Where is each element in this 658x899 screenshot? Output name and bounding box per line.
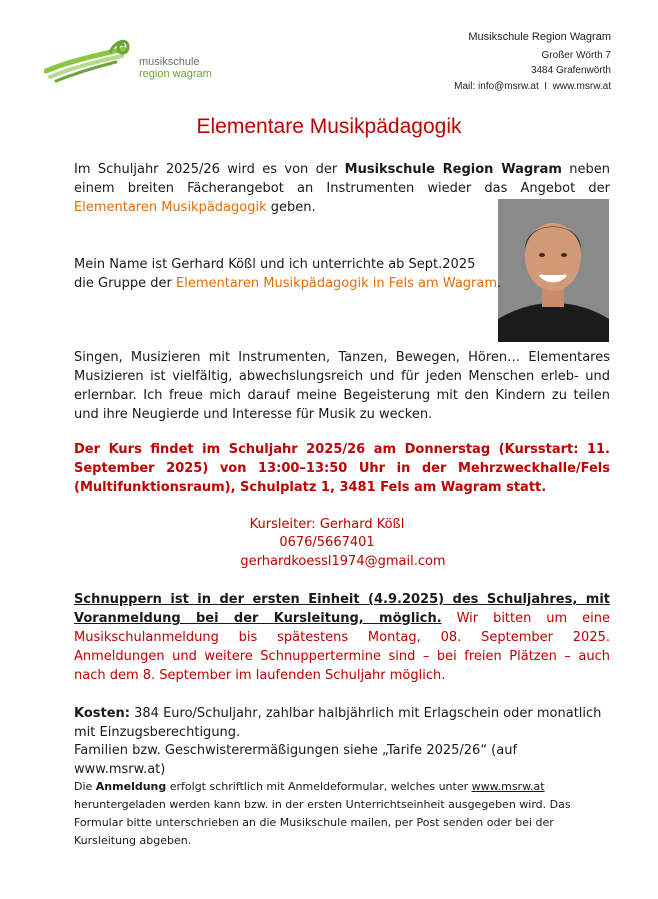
teacher-line-2-a: die Gruppe der [74, 276, 177, 291]
registration-text-1: Die [74, 780, 96, 793]
teacher-photo [498, 199, 609, 342]
trial-details: Wir bitten um eine Musikschulanmeldung bis spätestens Montag, 08. September 2025. Anmeldungen und weitere Schnuppertermine sind – bei freien Plätzen – auch nach dem 8. September im laufenden Schuljahr möglich. [74, 611, 610, 683]
intro-text-3: geben. [266, 200, 316, 215]
trial-paragraph [74, 590, 610, 685]
intro-school-name: Musikschule Region Wagram [344, 162, 562, 177]
registration-text-3: heruntergeladen werden kann bzw. in der ersten Unterrichtseinheit ausgegeben wird. Das Formular bitte unterschrieben an die Musikschule mailen, per Post senden oder bei der Kursleitung abgeben. [74, 798, 571, 847]
contact-email: gerhardkoessl1974@gmail.com [240, 554, 446, 569]
contact-phone: 0676/5667401 [279, 535, 375, 550]
registration-text-2: erfolgt schriftlich mit Anmeldeformular, welches unter [166, 780, 472, 793]
org-street: Großer Wörth 7 [541, 50, 611, 61]
logo-line-2: region wagram [139, 68, 212, 80]
teacher-line-2 [74, 274, 501, 293]
org-name: Musikschule Region Wagram [468, 31, 611, 43]
teacher-line-2-c: . [497, 276, 502, 291]
org-contact: Mail: info@msrw.at I www.msrw.at [454, 81, 611, 92]
intro-text-2: neben einem breiten Fächerangebot an Instrumenten wieder das Angebot der [74, 162, 610, 196]
costs-label: Kosten: [74, 706, 130, 721]
costs-paragraph [74, 704, 610, 742]
registration-link[interactable]: www.msrw.at [471, 780, 545, 793]
logo-swoosh-icon [44, 33, 134, 83]
course-info: Der Kurs findet im Schuljahr 2025/26 am Donnerstag (Kursstart: 11. September 2025) von 13:00–13:50 Uhr in der Mehrzweckhalle/Fels (Multifunktionsraum), Schulplatz 1, 3481 Fels am Wagram statt. [74, 442, 610, 495]
intro-program-name: Elementaren Musikpädagogik [74, 200, 267, 215]
logo-line-1: musikschule [139, 56, 200, 68]
teacher-program-location: Elementaren Musikpädagogik in Fels am Wagram [176, 276, 498, 291]
teacher-line-1: Mein Name ist Gerhard Kößl und ich unterrichte ab Sept.2025 [74, 257, 476, 272]
trial-notice: Schnuppern ist in der ersten Einheit (4.9.2025) des Schuljahres, mit Voranmeldung bei der Kursleitung, möglich. [74, 592, 610, 626]
logo [44, 33, 224, 83]
costs-text: 384 Euro/Schuljahr, zahlbar halbjährlich mit Erlagschein oder monatlich mit Einzugsberechtigung. [74, 706, 602, 740]
page-title: Elementare Musikpädagogik [196, 115, 462, 138]
registration-paragraph [74, 778, 594, 850]
org-city: 3484 Grafenwörth [530, 65, 611, 76]
intro-text-1: Im Schuljahr 2025/26 wird es von der [74, 162, 345, 177]
costs-discount: Familien bzw. Geschwisterermäßigungen siehe „Tarife 2025/26“ (auf www.msrw.at) [74, 743, 518, 777]
description-paragraph: Singen, Musizieren mit Instrumenten, Tanzen, Bewegen, Hören… Elementares Musizieren ist vielfältig, abwechslungsreich und für jeden Menschen erleb- und erlernbar. Ich freue mich darauf meine Begeisterung mit den Kindern zu teilen und ihre Neugierde und Interesse für Musik zu wecken. [74, 350, 610, 422]
contact-leader: Kursleiter: Gerhard Kößl [249, 517, 405, 532]
registration-keyword: Anmeldung [95, 780, 167, 793]
